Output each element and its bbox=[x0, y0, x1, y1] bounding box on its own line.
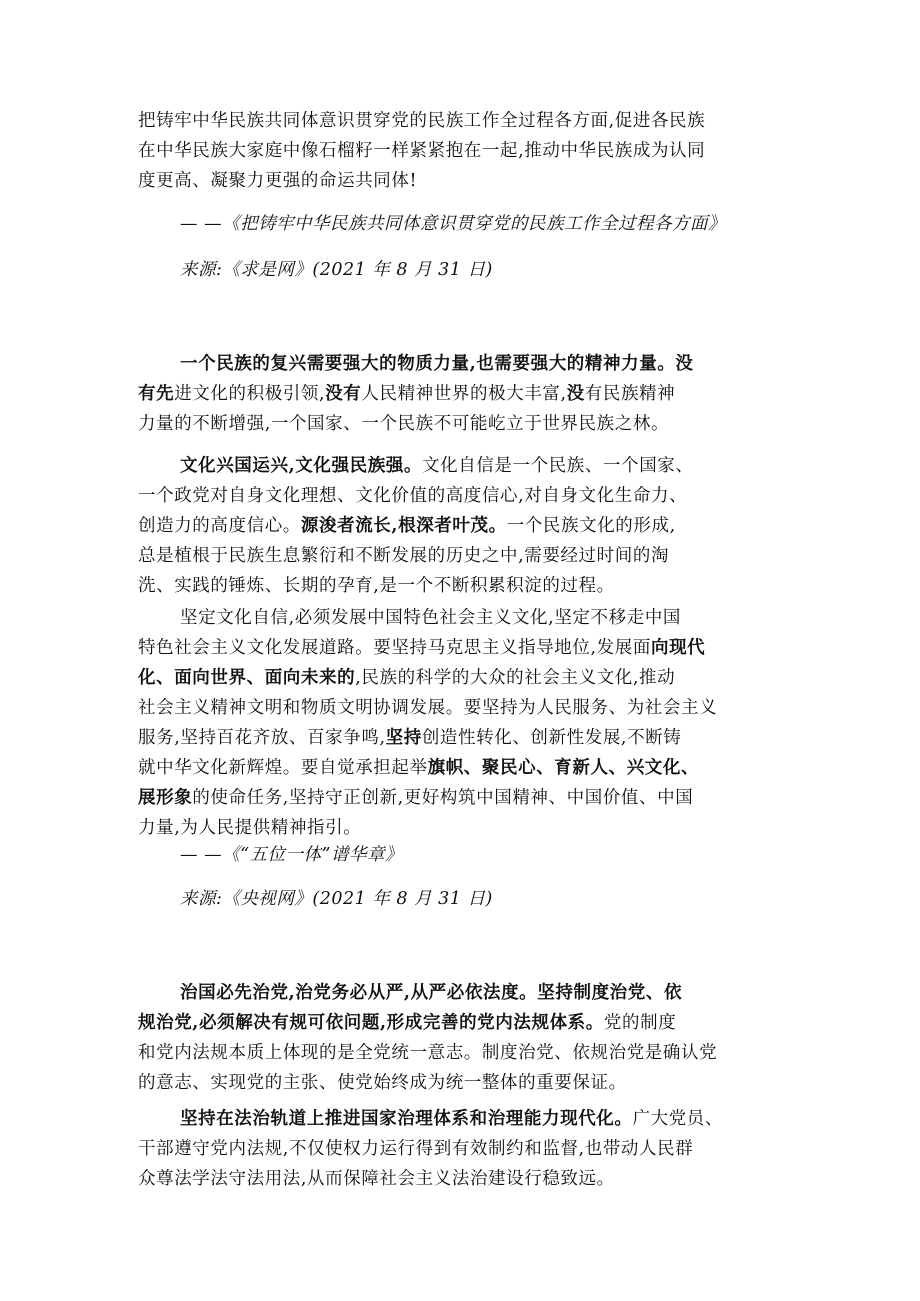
text-run: 进文化的积极引领, bbox=[174, 384, 326, 404]
text-line: 和党内法规本质上体现的是全党统一意志。制度治党、依规治党是确认党 bbox=[138, 1043, 718, 1063]
paragraph-wenhua-zixin bbox=[138, 603, 788, 843]
text-line: 社会主义精神文明和物质文明协调发展。要坚持为人民服务、为社会主义 bbox=[138, 698, 718, 718]
text-run: 人民精神世界的极大丰富, bbox=[361, 384, 567, 404]
text-line bbox=[138, 349, 788, 379]
text-line bbox=[138, 723, 788, 753]
text-line bbox=[138, 1008, 788, 1038]
bold-text: 治国必先治党,治党务必从严,从严必依法度。坚持制度治党、依 bbox=[180, 983, 683, 1003]
text-run: 特色社会主义文化发展道路。要坚持马克思主义指导地位,发展面 bbox=[138, 638, 651, 658]
text-line: 力量,为人民提供精神指引。 bbox=[138, 818, 362, 838]
bold-text: 文化兴国运兴,文化强民族强。 bbox=[180, 456, 422, 476]
text-line bbox=[138, 753, 788, 783]
text-line bbox=[138, 451, 788, 481]
bold-text: 没 bbox=[566, 384, 585, 404]
bold-text: 展形象 bbox=[138, 788, 193, 808]
text-line: 的意志、实现党的主张、使党始终成为统一整体的重要保证。 bbox=[138, 1073, 627, 1093]
bold-text: 坚持 bbox=[385, 728, 422, 748]
paragraph-fuxing bbox=[138, 349, 788, 439]
text-run: 文化自信是一个民族、一个国家、 bbox=[422, 456, 694, 476]
text-line bbox=[138, 633, 788, 663]
text-line: 力量的不断增强,一个国家、一个民族不可能屹立于世界民族之林。 bbox=[138, 414, 670, 434]
bold-text: 化、面向世界、面向未来的 bbox=[138, 668, 356, 688]
text-line: 度更高、凝聚力更强的命运共同体! bbox=[138, 171, 418, 191]
text-line bbox=[138, 379, 788, 409]
text-line bbox=[138, 511, 788, 541]
paragraph-zhiguo-zhidang bbox=[138, 978, 788, 1098]
text-line bbox=[138, 663, 788, 693]
paragraph-minzu-gongtongti bbox=[138, 106, 788, 196]
text-run: 党的制度 bbox=[603, 1013, 677, 1033]
text-line: 干部遵守党内法规,不仅使权力运行得到有效制约和监督,也带动人民群 bbox=[138, 1139, 694, 1159]
bold-text: 规治党,必须解决有规可依问题,形成完善的党内法规体系。 bbox=[138, 1013, 604, 1033]
text-run: 的使命任务,坚持守正创新,更好构筑中国精神、中国价值、中国 bbox=[192, 788, 694, 808]
text-run: 广大党员、 bbox=[632, 1109, 723, 1129]
text-line: 在中华民族大家庭中像石榴籽一样紧紧抱在一起,推动中华民族成为认同 bbox=[138, 141, 706, 161]
text-line: 一个政党对自身文化理想、文化价值的高度信心,对自身文化生命力、 bbox=[138, 486, 688, 506]
text-line: 洗、实践的锤炼、长期的孕育,是一个不断积累积淀的过程。 bbox=[138, 576, 615, 596]
source-line: 来源:《求是网》(2021 年 8 月 31 日) bbox=[180, 260, 493, 280]
bold-text: 坚持在法治轨道上推进国家治理体系和治理能力现代化。 bbox=[180, 1109, 633, 1129]
bold-text: 源浚者流长,根深者叶茂。 bbox=[300, 516, 507, 536]
text-line bbox=[138, 978, 788, 1008]
text-line: 众尊法学法守法用法,从而保障社会主义法治建设行稳致远。 bbox=[138, 1169, 615, 1189]
bold-text: 没有 bbox=[325, 384, 362, 404]
text-line: 把铸牢中华民族共同体意识贯穿党的民族工作全过程各方面,促进各民族 bbox=[138, 111, 706, 131]
text-run: 创造力的高度信心。 bbox=[138, 516, 301, 536]
text-run: ,民族的科学的大众的社会主义文化,推动 bbox=[355, 668, 676, 688]
text-run: 一个民族文化的形成, bbox=[506, 516, 676, 536]
paragraph-wenhua-xingguo bbox=[138, 451, 788, 601]
quote-title: — —《把铸牢中华民族共同体意识贯穿党的民族工作全过程各方面》 bbox=[180, 214, 727, 234]
text-line bbox=[138, 783, 788, 813]
text-line: 总是植根于民族生息繁衍和不断发展的历史之中,需要经过时间的淘 bbox=[138, 546, 670, 566]
text-run: 创造性转化、创新性发展,不断铸 bbox=[421, 728, 682, 748]
text-line bbox=[138, 1104, 788, 1134]
quote-title: — —《“五位一体”谱华章》 bbox=[180, 845, 403, 865]
bold-text: 向现代 bbox=[650, 638, 706, 658]
text-run: 有民族精神 bbox=[584, 384, 676, 404]
bold-text: 有先 bbox=[138, 384, 175, 404]
text-run: 服务,坚持百花齐放、百家争鸣, bbox=[138, 728, 386, 748]
bold-text: 旗帜、聚民心、育新人、兴文化、 bbox=[427, 758, 700, 778]
paragraph-fazhi-guidao bbox=[138, 1104, 788, 1194]
source-line: 来源:《央视网》(2021 年 8 月 31 日) bbox=[180, 889, 493, 909]
text-line: 坚定文化自信,必须发展中国特色社会主义文化,坚定不移走中国 bbox=[180, 608, 682, 628]
text-run: 就中华文化新辉煌。要自觉承担起举 bbox=[138, 758, 428, 778]
bold-text: 一个民族的复兴需要强大的物质力量,也需要强大的精神力量。没 bbox=[180, 354, 694, 374]
